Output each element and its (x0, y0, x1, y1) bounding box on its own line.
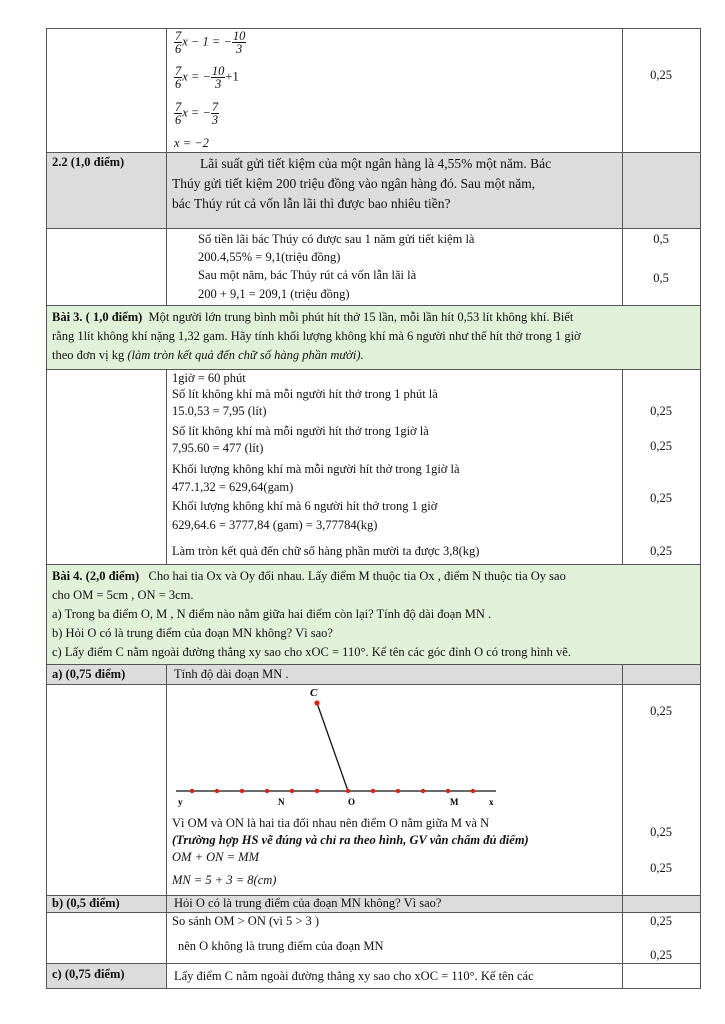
equation-2: $\frac{7}{6}$ x = − $\frac{10}{3}$ +1 (175, 64, 239, 91)
bai4-line-2: cho OM = 5cm , ON = 3cm. (52, 588, 194, 602)
bai4-line-5: c) Lấy điểm C nằm ngoài đường thẳng xy sao cho xOC = 110°. Kể tên các góc đỉnh O có trong hình vẽ. (52, 645, 571, 659)
bai4-line-3: a) Trong ba điểm O, M , N điểm nào nằm giữa hai điểm còn lại? Tính độ dài đoạn MN . (52, 607, 492, 621)
label-x: x (489, 797, 494, 807)
a-score-3: 0,25 (650, 861, 672, 875)
bai4-line-4: b) Hỏi O có là trung điểm của đoạn MN không? Vì sao? (52, 626, 333, 640)
bai3-score-1: 0,25 (650, 404, 672, 418)
bai3-step-10: Làm tròn kết quả đến chữ số hàng phần mười ta được 3,8(kg) (172, 544, 480, 558)
tick-point (240, 789, 244, 793)
b-question: Hỏi O có là trung điểm của đoạn MN không? Vì sao? (174, 896, 442, 910)
a-answer-3: OM + ON = MM (172, 850, 259, 864)
equation-1: $\frac{7}{6}$ x − 1 = − $\frac{10}{3}$ (175, 29, 246, 56)
equation-3: $\frac{7}{6}$ x = − $\frac{7}{3}$ (175, 100, 219, 127)
score-top: 0,25 (650, 68, 672, 82)
row-line-bottom (46, 988, 701, 989)
table-left-border (46, 28, 47, 988)
bai3-step-1: 1giờ = 60 phút (172, 371, 246, 385)
table-right-border (700, 28, 701, 988)
bai3-line-2: rằng 1lít không khí nặng 1,32 gam. Hãy tính khối lượng không khí mà 6 người như thế hít thở trong 1 giờ (52, 329, 581, 343)
tick-point (396, 789, 400, 793)
b-score-2: 0,25 (650, 948, 672, 962)
bai3-step-9: 629,64.6 = 3777,84 (gam) = 3,77784(kg) (172, 518, 378, 532)
q22-score-2: 0,5 (653, 271, 669, 285)
q22-score-1: 0,5 (653, 232, 669, 246)
a-answer-1: Vì OM và ON là hai tia đối nhau nên điểm O nằm giữa M và N (172, 816, 490, 830)
bai3-step-2: Số lít không khí mà mỗi người hít thở trong 1 phút là (172, 387, 438, 401)
tick-point (371, 789, 375, 793)
bai3-step-5: 7,95.60 = 477 (lít) (172, 441, 264, 455)
tick-point (421, 789, 425, 793)
label-y: y (178, 797, 183, 807)
point-c (314, 700, 319, 705)
bai3-score-2: 0,25 (650, 439, 672, 453)
row-line-3 (46, 305, 701, 306)
bai3-step-8: Khối lượng không khí mà 6 người hít thở trong 1 giờ (172, 499, 438, 513)
bai3-line-1: Bài 3. ( 1,0 điểm) Một người lớn trung bình mỗi phút hít thở 15 lần, mỗi lần hít 0,53 lít không khí. Biết (52, 310, 574, 324)
bai3-step-3: 15.0,53 = 7,95 (lít) (172, 404, 267, 418)
row-line-10 (46, 963, 701, 964)
row-line-1 (46, 152, 701, 153)
col-divider-2b (622, 369, 623, 564)
q22-answer-4: 200 + 9,1 = 209,1 (triệu đồng) (198, 287, 350, 301)
bai4-line-1: Bài 4. (2,0 điểm) Cho hai tia Ox và Oy đối nhau. Lấy điểm M thuộc tia Ox , điểm N thuộc tia Oy sao (52, 569, 566, 583)
b-label: b) (0,5 điểm) (52, 896, 120, 910)
a-label: a) (0,75 điểm) (52, 667, 126, 681)
col-divider-2c (622, 664, 623, 988)
q22-label: 2.2 (1,0 điểm) (52, 155, 125, 169)
q22-line-2: Thúy gửi tiết kiệm 200 triệu đồng vào ngân hàng đó. Sau một năm, (172, 176, 536, 191)
q22-line-1: Lãi suất gửi tiết kiệm của một ngân hàng là 4,55% một năm. Bác (200, 156, 552, 171)
ray-oc (317, 703, 348, 791)
c-label: c) (0,75 điểm) (52, 967, 125, 981)
q22-line-3: bác Thúy rút cả vốn lẫn lãi thì được bao nhiêu tiền? (172, 196, 451, 211)
q22-answer-2: 200.4,55% = 9,1(triệu đồng) (198, 250, 341, 264)
point-o (346, 789, 350, 793)
tick-point (265, 789, 269, 793)
label-c: C (310, 687, 318, 699)
row-line-2 (46, 228, 701, 229)
a-score-2: 0,25 (650, 825, 672, 839)
tick-point (446, 789, 450, 793)
label-n: N (278, 797, 285, 807)
tick-point (471, 789, 475, 793)
row-line-9 (46, 912, 701, 913)
row-line-4 (46, 369, 701, 370)
bai3-step-7: 477.1,32 = 629,64(gam) (172, 480, 294, 494)
label-m: M (450, 797, 459, 807)
b-score-1: 0,25 (650, 914, 672, 928)
col-divider-2a (622, 28, 623, 305)
c-question: Lấy điểm C nằm ngoài đường thẳng xy sao cho xOC = 110°. Kể tên các (174, 969, 534, 983)
bai3-step-4: Số lít không khí mà mỗi người hít thở trong 1giờ là (172, 424, 429, 438)
row-line-6 (46, 664, 701, 665)
col-divider-1a (166, 28, 167, 305)
q22-answer-3: Sau một năm, bác Thúy rút cả vốn lẫn lãi là (198, 268, 417, 282)
bai3-line-3: theo đơn vị kg (làm tròn kết quả đến chữ số hàng phần mười). (52, 348, 364, 362)
row-line-top (46, 28, 701, 29)
geometry-figure (166, 684, 622, 814)
a-question: Tính độ dài đoạn MN . (174, 667, 289, 681)
tick-point (315, 789, 319, 793)
bai3-score-3: 0,25 (650, 491, 672, 505)
a-header-bg (46, 664, 700, 684)
row-line-5 (46, 564, 701, 565)
col-divider-1b (166, 369, 167, 564)
bai3-score-4: 0,25 (650, 544, 672, 558)
tick-point (290, 789, 294, 793)
label-o: O (348, 797, 356, 807)
tick-point (215, 789, 219, 793)
a-score-1: 0,25 (650, 704, 672, 718)
q22-answer-1: Số tiền lãi bác Thúy có được sau 1 năm gửi tiết kiệm là (198, 232, 475, 246)
b-answer-1: So sánh OM > ON (vì 5 > 3 ) (172, 914, 320, 928)
b-answer-2: nên O không là trung điểm của đoạn MN (178, 939, 384, 953)
a-answer-4: MN = 5 + 3 = 8(cm) (172, 873, 277, 887)
equation-4: x = −2 (174, 136, 209, 150)
a-answer-2: (Trường hợp HS vẽ đúng và chỉ ra theo hình, GV vẫn chấm đủ điểm) (172, 833, 529, 847)
bai3-step-6: Khối lượng không khí mà mỗi người hít thở trong 1giờ là (172, 462, 460, 476)
tick-point (190, 789, 194, 793)
